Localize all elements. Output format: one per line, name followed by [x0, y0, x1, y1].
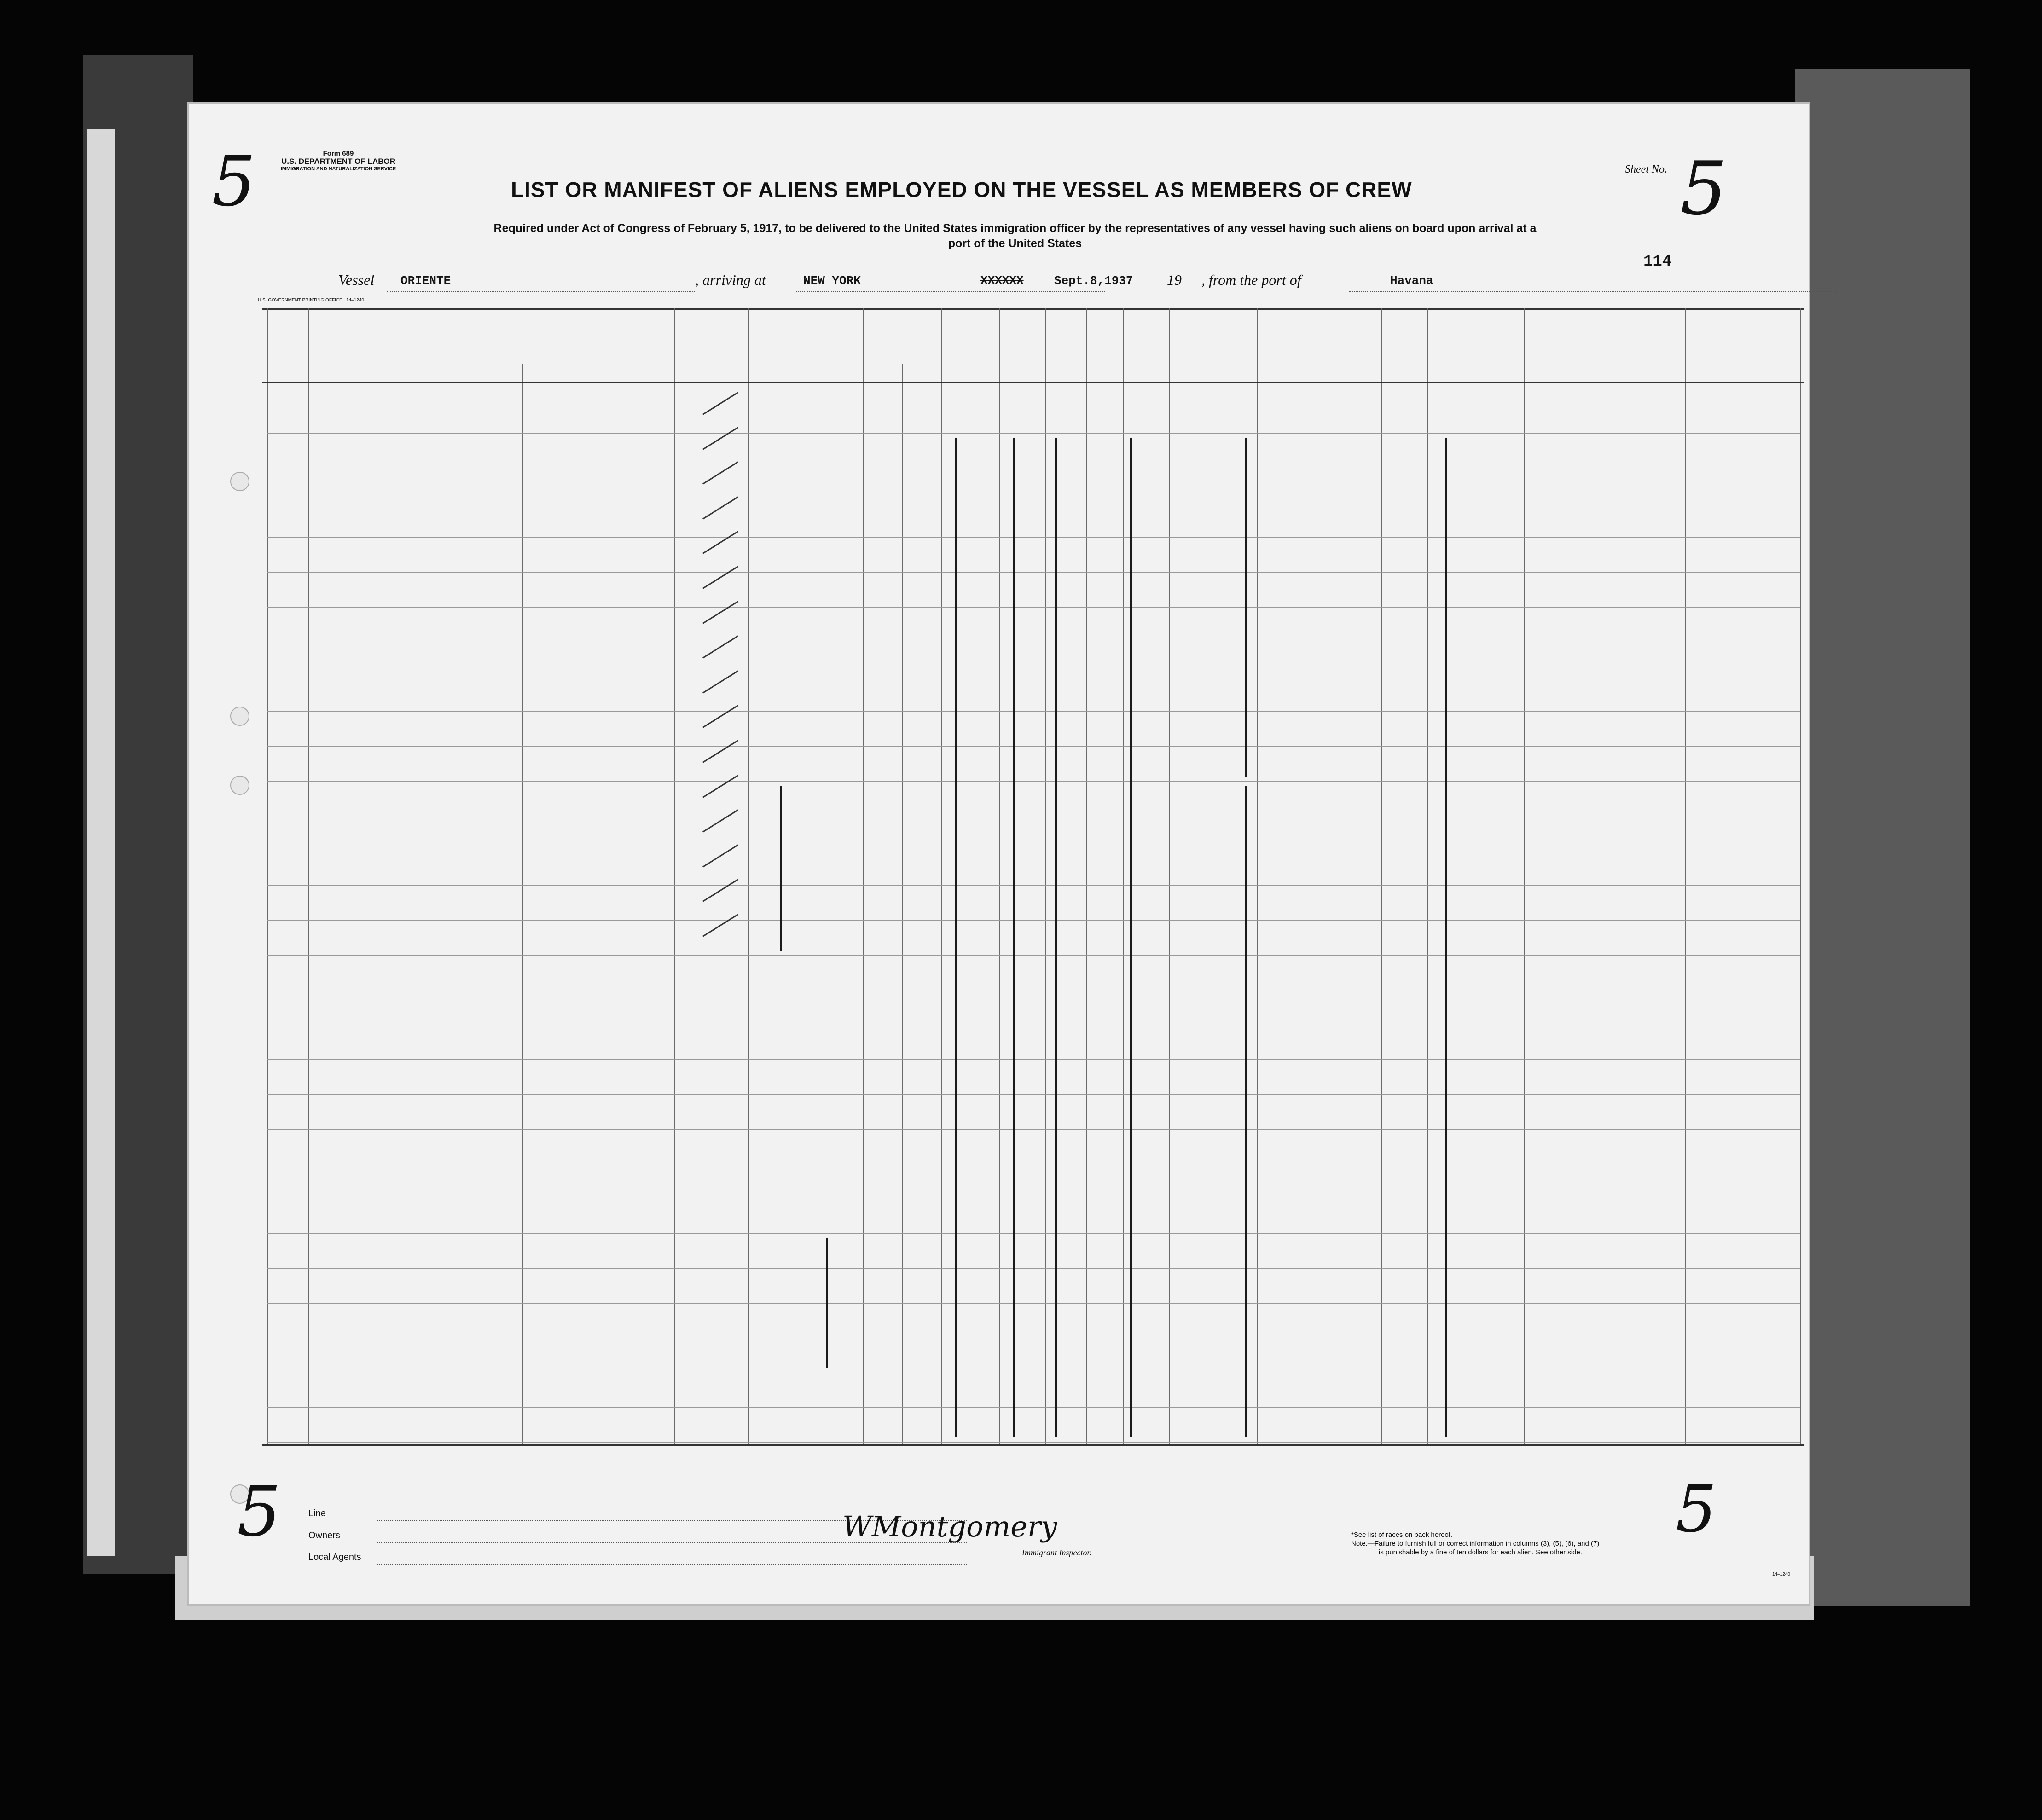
- ditto-stroke: [780, 786, 782, 951]
- ditto-stroke: [826, 1238, 828, 1368]
- service-name: IMMIGRATION AND NATURALIZATION SERVICE: [280, 166, 396, 172]
- ditto-stroke: [1245, 438, 1247, 777]
- header-bottom-rule: [262, 382, 1804, 383]
- column-rule: [674, 308, 675, 1444]
- ditto-stroke: [955, 438, 957, 1437]
- punch-hole: [230, 776, 249, 795]
- row-rule: [267, 711, 1800, 712]
- row-rule: [267, 920, 1800, 921]
- service-tick: [702, 636, 738, 659]
- row-rule: [267, 572, 1800, 573]
- service-tick: [702, 844, 738, 867]
- ditto-stroke: [1130, 438, 1132, 1437]
- agents-label: Local Agents: [308, 1552, 361, 1562]
- arriving-port: NEW YORK: [803, 274, 861, 288]
- service-tick: [702, 705, 738, 728]
- note-penalty-2: is punishable by a fine of ten dollars for each alien. See other side.: [1379, 1548, 1582, 1556]
- vessel-label: Vessel: [338, 272, 375, 288]
- column-rule: [1169, 308, 1170, 1444]
- name-subcolumn-rule: [522, 364, 523, 1444]
- inspector-label: Immigrant Inspector.: [1022, 1548, 1091, 1557]
- ditto-stroke: [1445, 438, 1447, 1437]
- footer-corner-mark-right: 5: [1676, 1472, 1717, 1547]
- column-rule: [1086, 308, 1087, 1444]
- form-number: Form 689: [323, 150, 354, 157]
- punch-hole: [230, 707, 249, 726]
- row-rule: [267, 1059, 1800, 1060]
- year-suffix: 19: [1167, 272, 1182, 288]
- column-rule: [1800, 308, 1801, 1444]
- column-rule: [267, 308, 268, 1444]
- service-tick: [702, 601, 738, 624]
- column-rule: [999, 308, 1000, 1444]
- corner-page-mark: 5: [212, 142, 256, 222]
- service-tick: [702, 496, 738, 519]
- underlying-sheet-right: [1795, 69, 1970, 1606]
- row-rule: [267, 607, 1800, 608]
- column-rule: [1524, 308, 1525, 1444]
- stamp-number: 114: [1643, 253, 1672, 271]
- from-port: Havana: [1390, 274, 1433, 288]
- row-rule: [267, 537, 1800, 538]
- printing-code-text: 14–1240: [346, 298, 364, 303]
- row-rule: [267, 1442, 1800, 1443]
- inspector-signature: WMontgomery: [842, 1510, 1057, 1543]
- row-rule: [267, 781, 1800, 782]
- column-rule: [308, 308, 309, 1444]
- row-rule: [267, 433, 1800, 434]
- column-rule: [1381, 308, 1382, 1444]
- page-title: LIST OR MANIFEST OF ALIENS EMPLOYED ON THE VESSEL AS MEMBERS OF CREW: [511, 178, 1412, 202]
- table-top-rule: [262, 308, 1804, 310]
- service-tick: [702, 914, 738, 937]
- row-rule: [267, 1407, 1800, 1408]
- service-tick: [702, 531, 738, 554]
- agents-dotline: [377, 1564, 967, 1565]
- service-tick: [702, 670, 738, 693]
- ditto-stroke: [1245, 786, 1247, 1437]
- service-tick: [702, 566, 738, 589]
- vessel-name: ORIENTE: [400, 274, 451, 288]
- row-rule: [267, 746, 1800, 747]
- manifest-sheet: [189, 104, 1809, 1604]
- column-rule: [1685, 308, 1686, 1444]
- line-label: Line: [308, 1508, 326, 1519]
- row-rule: [267, 955, 1800, 956]
- row-rule: [267, 1094, 1800, 1095]
- service-tick: [702, 810, 738, 833]
- shipped-subcolumn-rule: [902, 364, 903, 1444]
- service-tick: [702, 775, 738, 798]
- crew-table: [189, 104, 1809, 1604]
- row-rule: [267, 1268, 1800, 1269]
- column-rule: [1123, 308, 1124, 1444]
- note-races: *See list of races on back hereof.: [1351, 1531, 1453, 1539]
- ditto-stroke: [1055, 438, 1057, 1437]
- row-rule: [267, 1129, 1800, 1130]
- footer-corner-mark-left: 5: [237, 1472, 281, 1552]
- punch-hole: [230, 472, 249, 491]
- subtitle-line-1: Required under Act of Congress of February 5, 1917, to be delivered to the United States immigration officer by the representatives of any vessel having such aliens on board upon arrival at a: [493, 222, 1537, 235]
- footer-notes: [1351, 1530, 1599, 1557]
- service-tick: [702, 427, 738, 450]
- column-rule: [748, 308, 749, 1444]
- from-port-label: , from the port of: [1201, 272, 1301, 288]
- row-rule: [267, 1303, 1800, 1304]
- owners-label: Owners: [308, 1530, 340, 1541]
- sheet-no-label: Sheet No.: [1625, 163, 1667, 175]
- column-rule: [863, 308, 864, 1444]
- binder-page-edge: [87, 129, 115, 1556]
- row-rule: [267, 885, 1800, 886]
- footer-printing-code: 14–1240: [1772, 1572, 1790, 1577]
- column-rule: [1427, 308, 1428, 1444]
- row-rule: [267, 1233, 1800, 1234]
- arriving-label: , arriving at: [695, 272, 766, 288]
- department-name: U.S. DEPARTMENT OF LABOR: [281, 157, 396, 166]
- struck-text: XXXXXX: [980, 274, 1024, 288]
- sheet-number: 5: [1680, 145, 1727, 232]
- table-bottom-rule: [262, 1444, 1804, 1446]
- service-tick: [702, 740, 738, 763]
- service-tick: [702, 879, 738, 902]
- printing-office-text: U.S. GOVERNMENT PRINTING OFFICE: [258, 298, 342, 303]
- column-rule: [941, 308, 942, 1444]
- service-tick: [702, 462, 738, 485]
- note-penalty-1: Note.—Failure to furnish full or correct information in columns (3), (5), (6), and (7): [1351, 1540, 1600, 1548]
- ditto-stroke: [1013, 438, 1015, 1437]
- subtitle-line-2: port of the United States: [948, 237, 1082, 250]
- arrival-date: Sept.8,1937: [1054, 274, 1133, 288]
- service-tick: [702, 392, 738, 415]
- column-rule: [1045, 308, 1046, 1444]
- column-rule: [1257, 308, 1258, 1444]
